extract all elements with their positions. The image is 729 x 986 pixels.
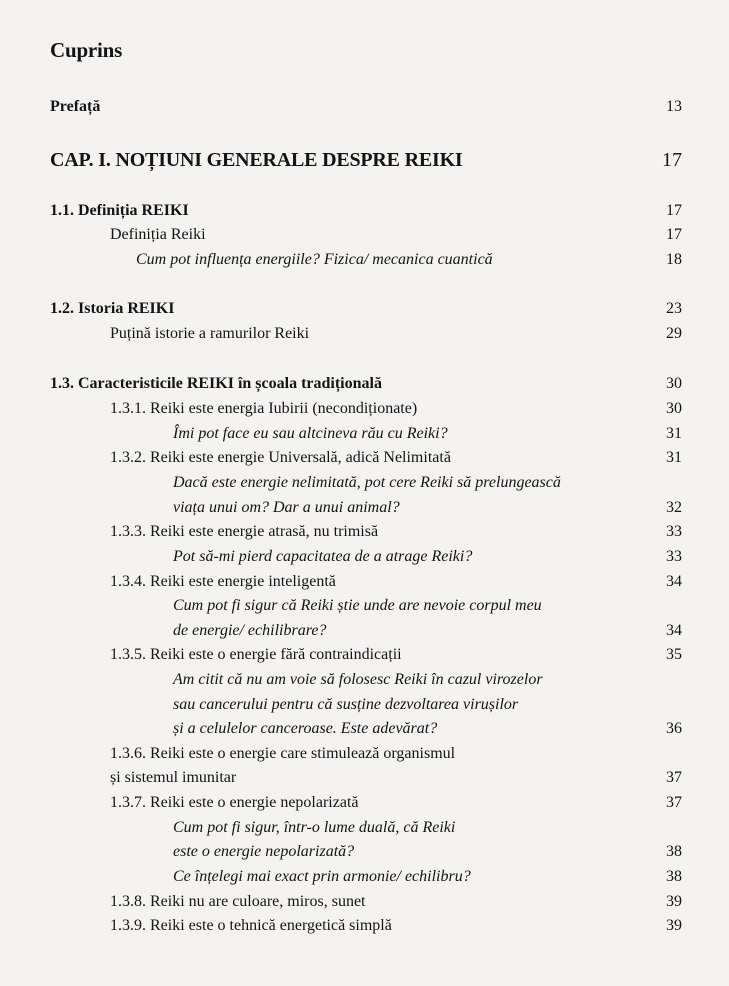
toc-entry	[0, 322, 729, 346]
toc-entry	[0, 717, 729, 741]
toc-entry	[0, 496, 729, 520]
toc-entry	[0, 223, 729, 247]
toc-entry-title: 1.3.4. Reiki este energie inteligentă	[110, 573, 336, 590]
toc-entry-page: 36	[666, 720, 682, 737]
toc-entry-page: 34	[666, 573, 682, 590]
toc-entry-page: 30	[666, 400, 682, 417]
toc-entry-page: 39	[666, 917, 682, 934]
toc-entry-title: 1.3.8. Reiki nu are culoare, miros, sunet	[110, 893, 366, 910]
toc-entry-title: 1.3.7. Reiki este o energie nepolarizată	[110, 794, 359, 811]
toc-title: Cuprins	[50, 38, 123, 62]
toc-entry-title: viața unui om? Dar a unui animal?	[173, 499, 400, 516]
toc-entry	[0, 816, 729, 840]
toc-entry	[0, 199, 729, 223]
toc-entry-title: Definiția Reiki	[110, 226, 206, 243]
toc-entry-title: 1.2. Istoria REIKI	[50, 300, 175, 317]
toc-entry-title: Dacă este energie nelimitată, pot cere Reiki să prelungească	[173, 474, 561, 491]
toc-entry-title: 1.1. Definiția REIKI	[50, 202, 189, 219]
toc-entry-page: 17	[666, 226, 682, 243]
toc-entry-page: 35	[666, 646, 682, 663]
toc-entry-page: 33	[666, 548, 682, 565]
toc-entry	[0, 840, 729, 864]
toc-entry-page: 31	[666, 425, 682, 442]
toc-entry-title: sau cancerului pentru că susține dezvoltarea virușilor	[173, 696, 519, 713]
toc-entry-page: 23	[666, 300, 682, 317]
toc-entry	[0, 791, 729, 815]
toc-entry-title: Prefață	[50, 98, 101, 115]
toc-entry-title: Îmi pot face eu sau altcineva rău cu Reiki?	[173, 425, 448, 442]
toc-entry-title: de energie/ echilibrare?	[173, 622, 327, 639]
toc-entry-title: 1.3.3. Reiki este energie atrasă, nu trimisă	[110, 523, 379, 540]
toc-entry	[0, 397, 729, 421]
toc-entry	[0, 914, 729, 938]
toc-entry-title: Puțină istorie a ramurilor Reiki	[110, 325, 310, 342]
toc-entry-page: 37	[666, 794, 682, 811]
toc-entry-page: 29	[666, 325, 682, 342]
toc-entry	[0, 693, 729, 717]
toc-entry-page: 13	[666, 98, 682, 115]
toc-entry-page: 32	[666, 499, 682, 516]
toc-entry-title: 1.3. Caracteristicile REIKI în școala tradițională	[50, 375, 382, 392]
toc-entry-page: 18	[666, 251, 682, 268]
toc-entry-title: 1.3.2. Reiki este energie Universală, adică Nelimitată	[110, 449, 451, 466]
toc-entry-title: este o energie nepolarizată?	[173, 843, 355, 860]
toc-entry	[0, 95, 729, 119]
toc-entry	[0, 865, 729, 889]
toc-entry-title: și sistemul imunitar	[110, 769, 237, 786]
toc-entry	[0, 594, 729, 618]
toc-entry-page: 17	[662, 149, 682, 171]
toc-entry-title: 1.3.6. Reiki este o energie care stimulează organismul	[110, 745, 456, 762]
toc-entry	[0, 643, 729, 667]
toc-entry	[0, 890, 729, 914]
toc-entry-page: 30	[666, 375, 682, 392]
toc-entry	[0, 668, 729, 692]
toc-entry-title: 1.3.5. Reiki este o energie fără contraindicații	[110, 646, 402, 663]
toc-entry	[0, 297, 729, 321]
toc-entry	[0, 446, 729, 470]
toc-entry	[0, 148, 729, 172]
toc-entry-page: 34	[666, 622, 682, 639]
toc-entry-title: CAP. I. NOȚIUNI GENERALE DESPRE REIKI	[50, 149, 463, 171]
toc-entry-title: 1.3.1. Reiki este energia Iubirii (necondiționate)	[110, 400, 418, 417]
toc-entry-page: 39	[666, 893, 682, 910]
toc-entry-title: și a celulelor canceroase. Este adevărat?	[173, 720, 438, 737]
toc-entry-page: 37	[666, 769, 682, 786]
toc-entry-page: 38	[666, 868, 682, 885]
toc-entry	[0, 570, 729, 594]
toc-entry	[0, 619, 729, 643]
toc-entry-title: Ce înțelegi mai exact prin armonie/ echilibru?	[173, 868, 471, 885]
toc-entry	[0, 520, 729, 544]
toc-entry	[0, 248, 729, 272]
toc-entry	[0, 742, 729, 766]
toc-entry	[0, 471, 729, 495]
toc-entry-title: 1.3.9. Reiki este o tehnică energetică simplă	[110, 917, 392, 934]
toc-entry	[0, 422, 729, 446]
toc-entry-page: 38	[666, 843, 682, 860]
toc-entry	[0, 545, 729, 569]
toc-entry-title: Cum pot fi sigur, într-o lume duală, că Reiki	[173, 819, 456, 836]
toc-entry-title: Am citit că nu am voie să folosesc Reiki în cazul virozelor	[173, 671, 543, 688]
toc-entry-title: Cum pot fi sigur că Reiki știe unde are nevoie corpul meu	[173, 597, 542, 614]
toc-entry	[0, 766, 729, 790]
toc-entry-page: 17	[666, 202, 682, 219]
toc-entry-page: 31	[666, 449, 682, 466]
toc-entry	[0, 372, 729, 396]
toc-entry-title: Cum pot influența energiile? Fizica/ mecanica cuantică	[136, 251, 493, 268]
toc-entry-page: 33	[666, 523, 682, 540]
toc-entry-title: Pot să-mi pierd capacitatea de a atrage Reiki?	[173, 548, 473, 565]
